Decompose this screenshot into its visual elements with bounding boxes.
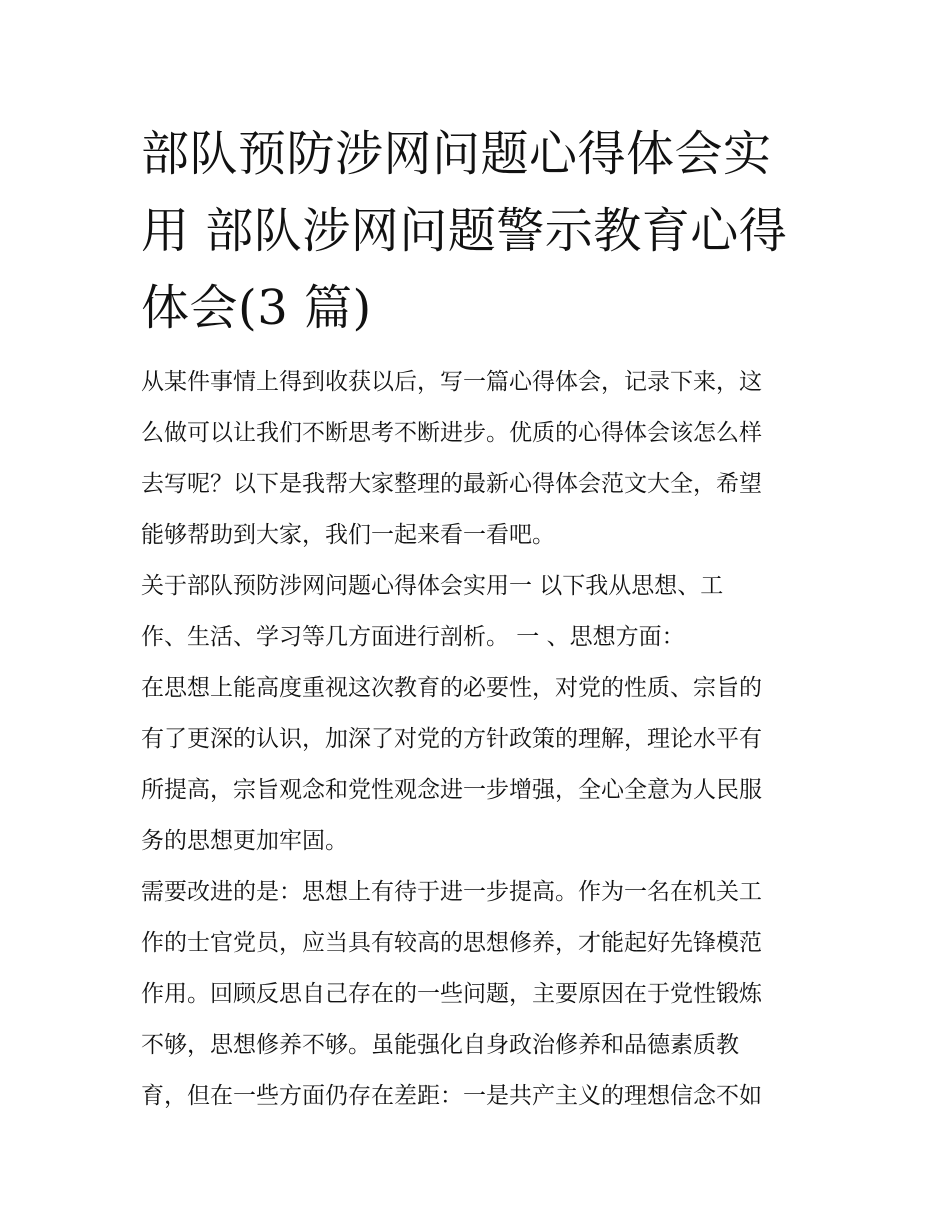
document-content	[141, 116, 813, 1122]
text-line: 有了更深的认识，加深了对党的方针政策的理解，理论水平有	[141, 726, 762, 752]
text-line: 么做可以让我们不断思考不断进步。优质的心得体会该怎么样	[141, 420, 762, 446]
text-line: 作用。回顾反思自己存在的一些问题，主要原因在于党性锻炼	[141, 981, 762, 1007]
text-line: 作的士官党员，应当具有较高的思想修养，才能起好先锋模范	[141, 930, 762, 956]
paragraph-intro	[141, 357, 813, 561]
title-line: 部队预防涉网问题心得体会实	[141, 126, 772, 182]
text-line: 关于部队预防涉网问题心得体会实用一 以下我从思想、工	[141, 573, 724, 599]
text-line: 育，但在一些方面仍存在差距：一是共产主义的理想信念不如	[141, 1083, 762, 1109]
text-line: 在思想上能高度重视这次教育的必要性，对党的性质、宗旨的	[141, 675, 762, 701]
paragraph-improvement	[141, 867, 813, 1122]
text-line: 需要改进的是：思想上有待于进一步提高。作为一名在机关工	[141, 879, 762, 905]
text-line: 从某件事情上得到收获以后，写一篇心得体会，记录下来，这	[141, 369, 762, 395]
text-line: 作、生活、学习等几方面进行剖析。 一 、思想方面：	[141, 624, 685, 650]
text-line: 所提高，宗旨观念和党性观念进一步增强，全心全意为人民服	[141, 777, 762, 803]
text-line: 务的思想更加牢固。	[141, 828, 348, 854]
document-body	[141, 357, 813, 1122]
paragraph-thought	[141, 663, 813, 867]
text-line: 能够帮助到大家，我们一起来看一看吧。	[141, 522, 555, 548]
document-title	[141, 116, 813, 347]
text-line: 去写呢？以下是我帮大家整理的最新心得体会范文大全，希望	[141, 471, 762, 497]
title-line: 体会(3 篇)	[141, 280, 372, 336]
title-line: 用 部队涉网问题警示教育心得	[141, 203, 788, 259]
text-line: 不够，思想修养不够。虽能强化自身政治修养和品德素质教	[141, 1032, 739, 1058]
paragraph-section-intro	[141, 561, 813, 663]
